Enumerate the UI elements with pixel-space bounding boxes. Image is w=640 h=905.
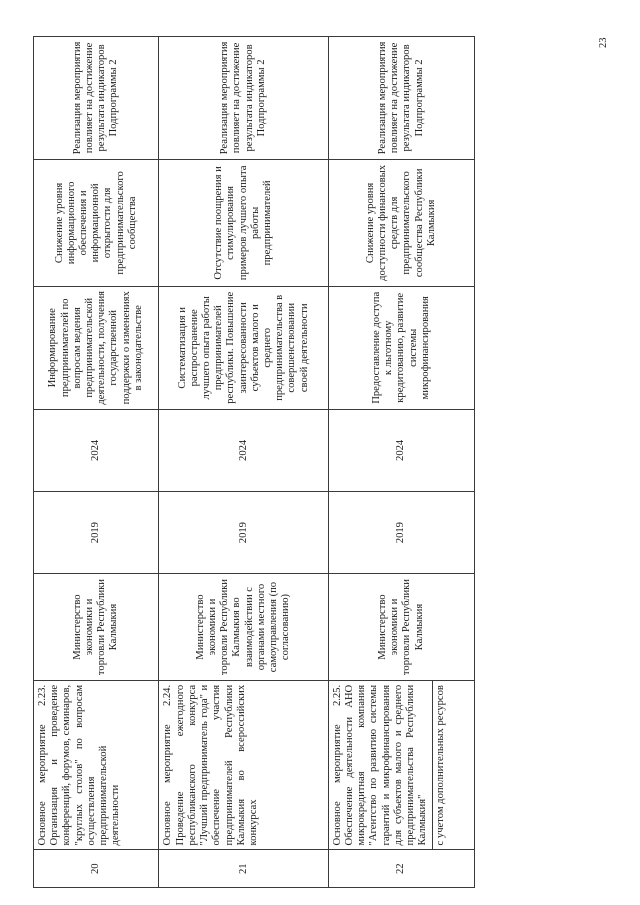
consequence: Снижение уровня доступности финансовых средств для предпринимательского сообщества Республики Калмыкия: [328, 159, 474, 286]
measures-table: [33, 36, 475, 888]
row-number: 22: [328, 850, 474, 888]
measure-name: Основное мероприятие 2.23. Организация и проведение конференций, форумов, семинаров, "круглых столов" по вопросам осуществления предпринимательской деятельности: [34, 680, 159, 850]
expected-result: Систематизация и распространение лучшего опыта работы предпринимателей республики. Повышение заинтересованности субъектов малого и среднего предпринимательства в совершенствовании своей деятельности: [159, 286, 328, 409]
end-year: 2024: [34, 409, 159, 491]
executor: Министерство экономики и торговли Республики Калмыкия: [328, 574, 474, 681]
start-year: 2019: [328, 491, 474, 573]
measure-name: Основное мероприятие 2.24. Проведение ежегодного республиканского конкурса "Лучший предприниматель года" и обеспечение участия предпринимателей Республики Калмыкия во всероссийских конкурсах: [159, 680, 328, 850]
consequence: Отсутствие поощрения и стимулирования примеров лучшего опыта работы предпринимателей: [159, 159, 328, 286]
table-row: [34, 37, 159, 888]
measure-name: Основное мероприятие 2.25. Обеспечение деятельности АНО микрокредитная компания "Агентство по развитию системы гарантий и микрофинансирования для субъектов малого и среднего предпринимательства Республики Калмыкия": [331, 684, 429, 846]
row-number: 20: [34, 850, 159, 888]
expected-result: Предоставление доступа к льготному кредитованию, развитие системы микрофинансирования: [328, 286, 474, 409]
indicator-link: Реализация мероприятия повлияет на достижение результата индикаторов Подпрограммы 2: [34, 37, 159, 160]
page-number: 23: [598, 37, 609, 48]
end-year: 2024: [328, 409, 474, 491]
indicator-link: Реализация мероприятия повлияет на достижение результата индикаторов Подпрограммы 2: [328, 37, 474, 160]
table-row: [328, 37, 474, 888]
measure-name-extra: с учетом дополнительных ресурсов: [432, 681, 447, 850]
end-year: 2024: [159, 409, 328, 491]
executor: Министерство экономики и торговли Республики Калмыкия во взаимодействии с органами местного самоуправления (по согласованию): [159, 574, 328, 681]
table-row: [159, 37, 328, 888]
consequence: Снижение уровня информационного обеспечения и информационной открытости для предпринимательского сообщества: [34, 159, 159, 286]
rotated-table-container: [33, 36, 475, 888]
indicator-link: Реализация мероприятия повлияет на достижение результата индикаторов Подпрограммы 2: [159, 37, 328, 160]
start-year: 2019: [159, 491, 328, 573]
executor: Министерство экономики и торговли Республики Калмыкия: [34, 574, 159, 681]
measure-name-cell: [328, 680, 474, 850]
start-year: 2019: [34, 491, 159, 573]
row-number: 21: [159, 850, 328, 888]
expected-result: Информирование предпринимателей по вопросам ведения предпринимательской деятельности, получения государственной поддержки о изменениях в законодательстве: [34, 286, 159, 409]
